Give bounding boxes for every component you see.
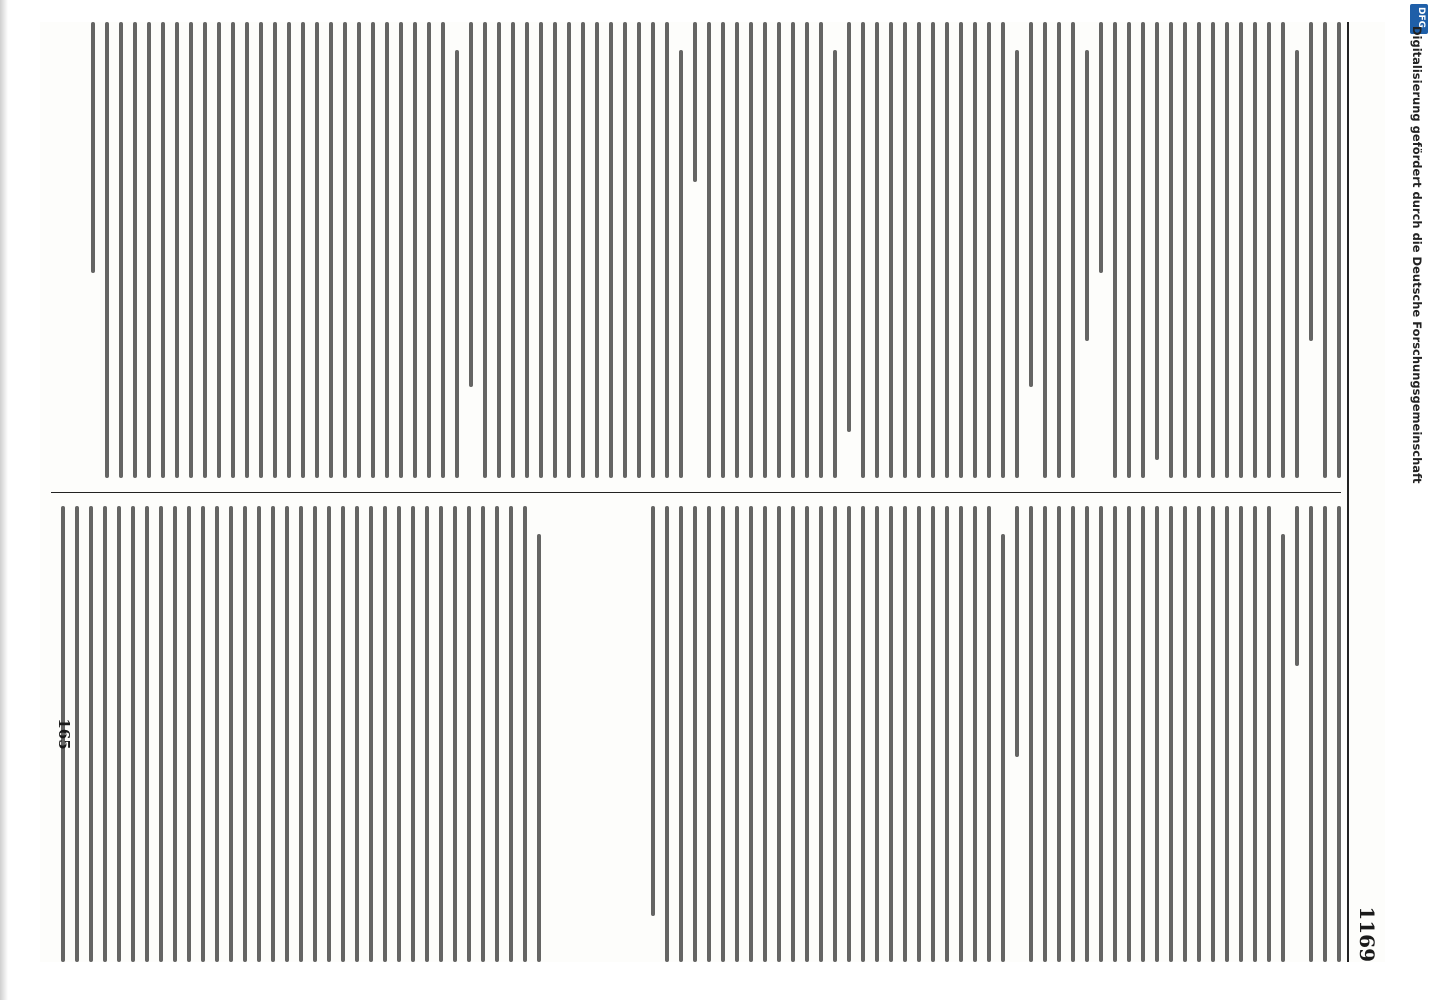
right-column [51,506,1341,962]
left-column [51,22,1341,478]
printed-page [40,22,1385,962]
left-column-text [81,22,1341,478]
digitisation-notice-strip [1408,20,1430,980]
right-column-text-lower [51,506,541,962]
digitisation-notice: Digitalisierung gefördert durch die Deutsche Forschungsgemeinschaft [1410,26,1424,484]
dfg-logo-label: DFG [1416,7,1426,29]
scan-edge-shadow [0,0,8,1000]
column-divider [51,492,1341,493]
page-header [1347,22,1385,962]
right-column-text-upper [641,506,1341,962]
page-number: 1169 [1355,906,1379,962]
sheet-signature-number: 165 [55,718,73,750]
text-columns [51,22,1341,962]
